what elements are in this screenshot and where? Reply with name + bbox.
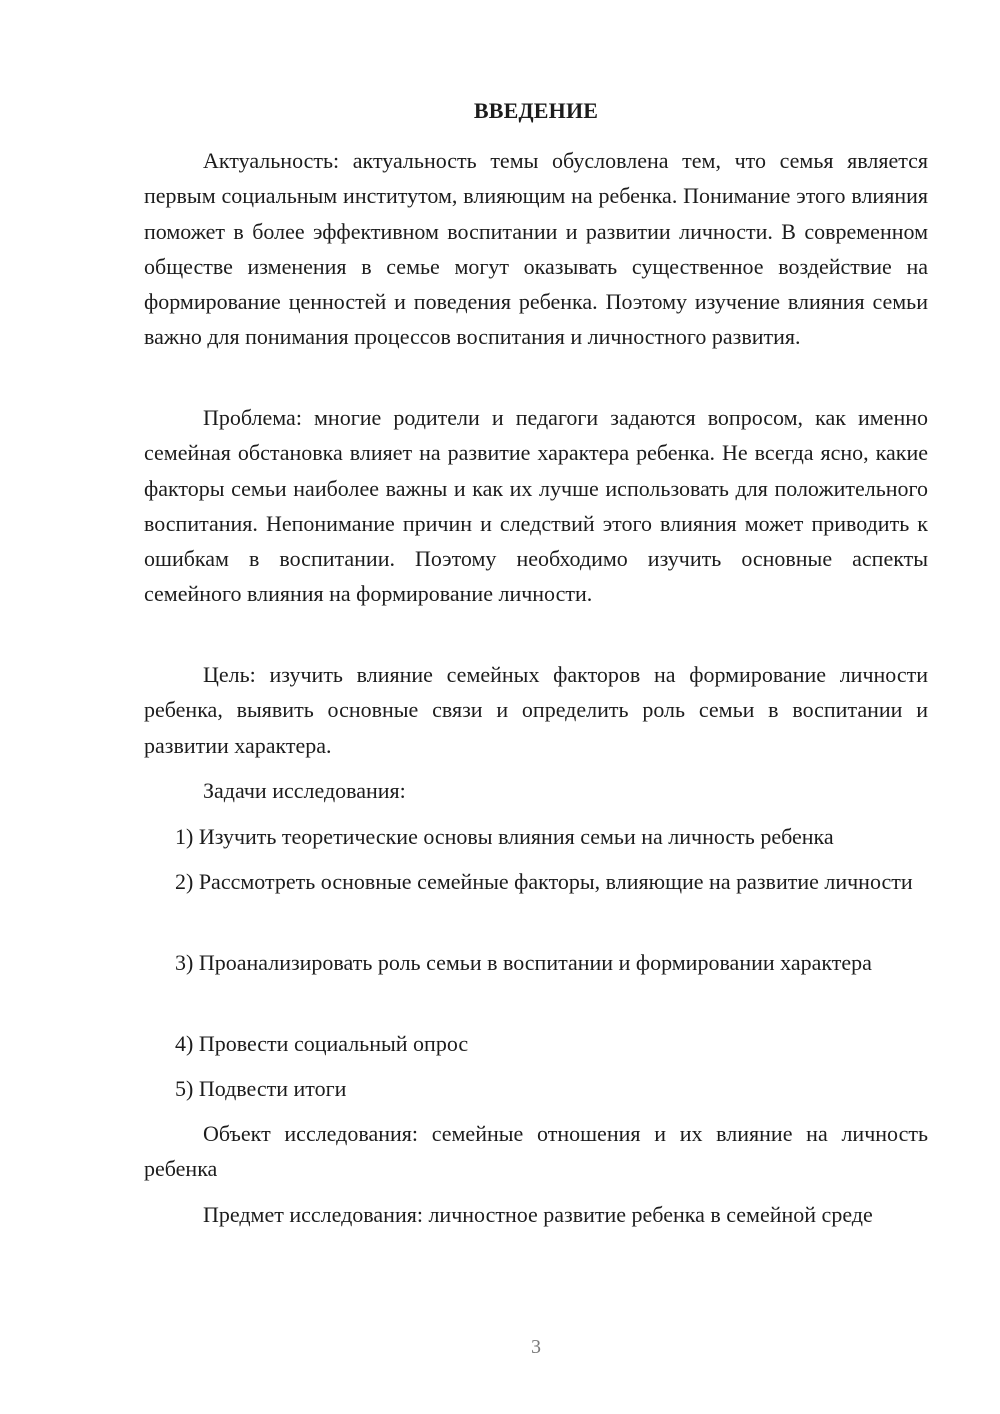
problem-paragraph: Проблема: многие родители и педагоги задаются вопросом, как именно семейная обстановка влияет на развитие характера ребенка. Не всегда ясно, какие факторы семьи наиболее важны и как их лучше использовать для положительного воспитания. Непонимание причин и следствий этого влияния может приводить к ошибкам в воспитании. Поэтому необходимо изучить основные аспекты семейного влияния на формирование личности. (144, 405, 928, 607)
page-number: 3 (531, 1336, 541, 1358)
object-paragraph: Объект исследования: семейные отношения и их влияние на личность ребенка (144, 1121, 928, 1182)
task-item-5: 5) Подвести итоги (175, 1076, 347, 1101)
section-heading: ВВЕДЕНИЕ (473, 98, 599, 123)
goal-paragraph: Цель: изучить влияние семейных факторов на формирование личности ребенка, выявить основные связи и определить роль семьи в воспитании и развитии характера. (144, 662, 928, 758)
task-item-4: 4) Провести социальный опрос (175, 1031, 469, 1056)
tasks-title: Задачи исследования: (203, 778, 406, 803)
task-item-3: 3) Проанализировать роль семьи в воспитании и формировании характера (175, 950, 872, 975)
task-item-1: 1) Изучить теоретические основы влияния семьи на личность ребенка (175, 824, 834, 849)
subject-paragraph: Предмет исследования: личностное развитие ребенка в семейной среде (203, 1202, 873, 1227)
relevance-paragraph: Актуальность: актуальность темы обусловлена тем, что семья является первым социальным институтом, влияющим на ребенка. Понимание этого влияния поможет в более эффективном воспитании и развитии личности. В современном обществе изменения в семье могут оказывать существенное воздействие на формирование ценностей и поведения ребенка. Поэтому изучение влияния семьи важно для понимания процессов воспитания и личностного развития. (144, 148, 928, 350)
task-item-2: 2) Рассмотреть основные семейные факторы, влияющие на развитие личности (175, 869, 913, 894)
